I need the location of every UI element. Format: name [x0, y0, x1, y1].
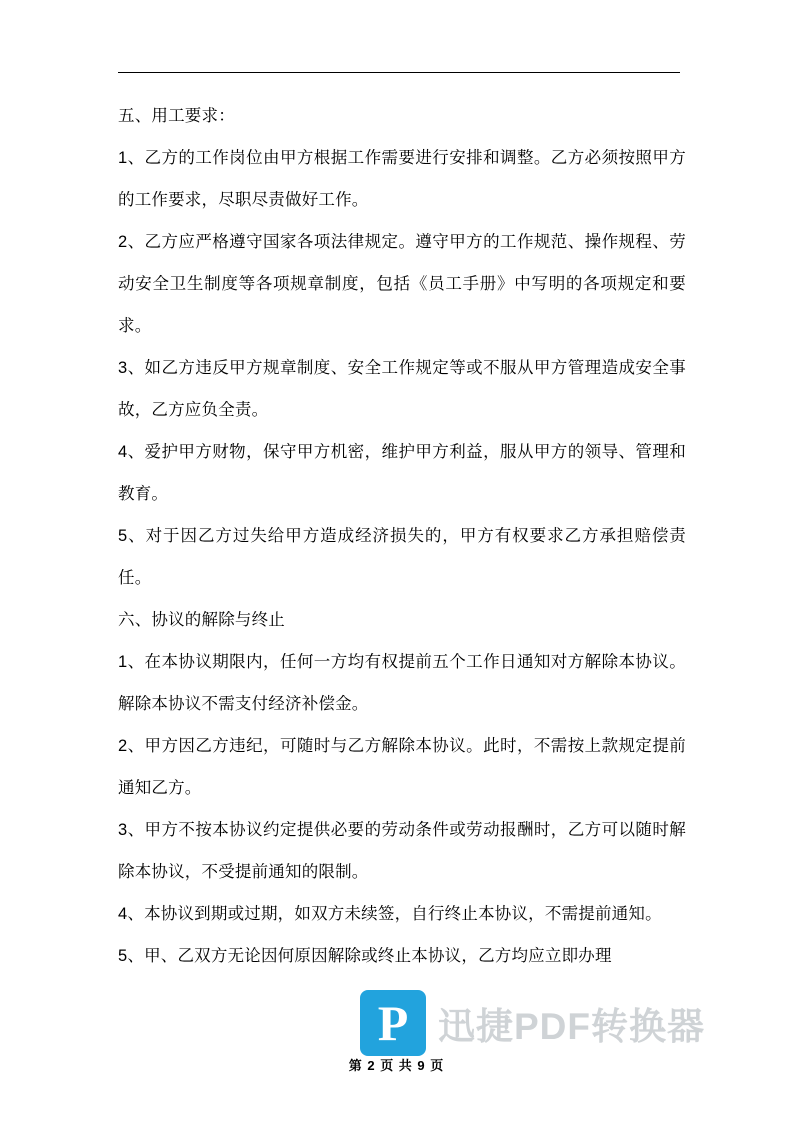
logo-letter: P	[377, 995, 409, 1051]
paragraph: 5、对于因乙方过失给甲方造成经济损失的，甲方有权要求乙方承担赔偿责任。	[118, 527, 686, 587]
page-footer: 第 2 页 共 9 页	[348, 1058, 445, 1073]
paragraph: 3、甲方不按本协议约定提供必要的劳动条件或劳动报酬时，乙方可以随时解除本协议，不受提前通知的限制。	[118, 821, 686, 881]
paragraph: 3、如乙方违反甲方规章制度、安全工作规定等或不服从甲方管理造成安全事故，乙方应负全责。	[118, 359, 686, 419]
paragraph: 5、甲、乙双方无论因何原因解除或终止本协议，乙方均应立即办理	[118, 947, 612, 965]
pdf-logo-icon	[360, 990, 426, 1056]
paragraph: 4、本协议到期或过期，如双方未续签，自行终止本协议，不需提前通知。	[118, 905, 662, 923]
paragraph: 1、在本协议期限内，任何一方均有权提前五个工作日通知对方解除本协议。解除本协议不需支付经济补偿金。	[118, 653, 686, 713]
paragraph: 1、乙方的工作岗位由甲方根据工作需要进行安排和调整。乙方必须按照甲方的工作要求，尽职尽责做好工作。	[118, 149, 686, 209]
paragraph: 2、甲方因乙方违纪，可随时与乙方解除本协议。此时，不需按上款规定提前通知乙方。	[118, 737, 686, 797]
paragraph: 六、协议的解除与终止	[118, 611, 285, 629]
watermark-text: 迅捷PDF转换器	[438, 1006, 705, 1047]
header-divider	[118, 72, 680, 73]
paragraph: 4、爱护甲方财物，保守甲方机密，维护甲方利益，服从甲方的领导、管理和教育。	[118, 443, 686, 503]
paragraph: 2、乙方应严格遵守国家各项法律规定。遵守甲方的工作规范、操作规程、劳动安全卫生制度等各项规章制度，包括《员工手册》中写明的各项规定和要求。	[118, 233, 686, 335]
watermark	[360, 985, 740, 1061]
paragraph: 五、用工要求：	[118, 107, 235, 125]
document-body	[118, 95, 686, 977]
